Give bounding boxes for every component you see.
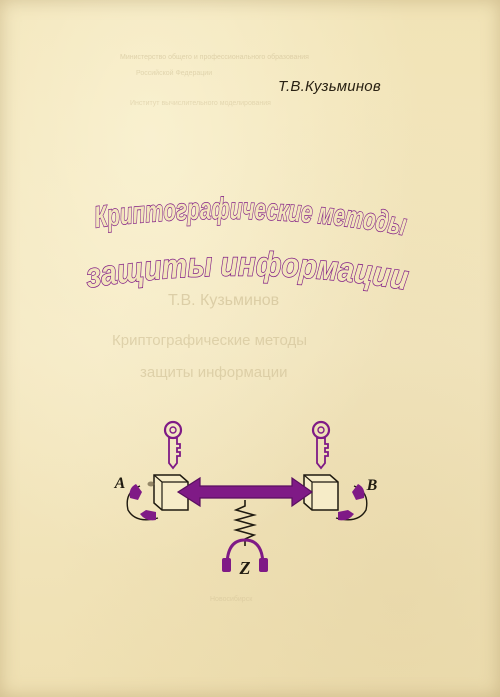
bleed-through-line: Новосибирск xyxy=(210,596,253,603)
key-a-icon xyxy=(165,422,181,468)
bleed-through-line: Т.В. Кузьминов xyxy=(168,292,280,309)
author-name: Т.В.Кузьминов xyxy=(278,78,381,95)
party-b-label: B xyxy=(366,477,378,494)
key-b-icon xyxy=(313,422,329,468)
bleed-through-line: Институт вычислительного моделирования xyxy=(130,100,271,107)
bleed-through-line: Криптографические методы xyxy=(112,332,308,349)
phone-b-icon xyxy=(336,484,367,520)
bleed-through-line: защиты информации xyxy=(140,364,288,381)
bleed-through-line: Российской Федерации xyxy=(136,70,213,77)
party-a-label: A xyxy=(114,475,126,492)
title-line-1: Криптографические методы xyxy=(92,192,417,244)
title-line-2: защиты информации xyxy=(83,245,415,299)
ink-spot xyxy=(148,482,155,487)
party-z-label: Z xyxy=(239,558,251,578)
bleed-through-line: Министерство общего и профессионального образования xyxy=(120,54,309,61)
